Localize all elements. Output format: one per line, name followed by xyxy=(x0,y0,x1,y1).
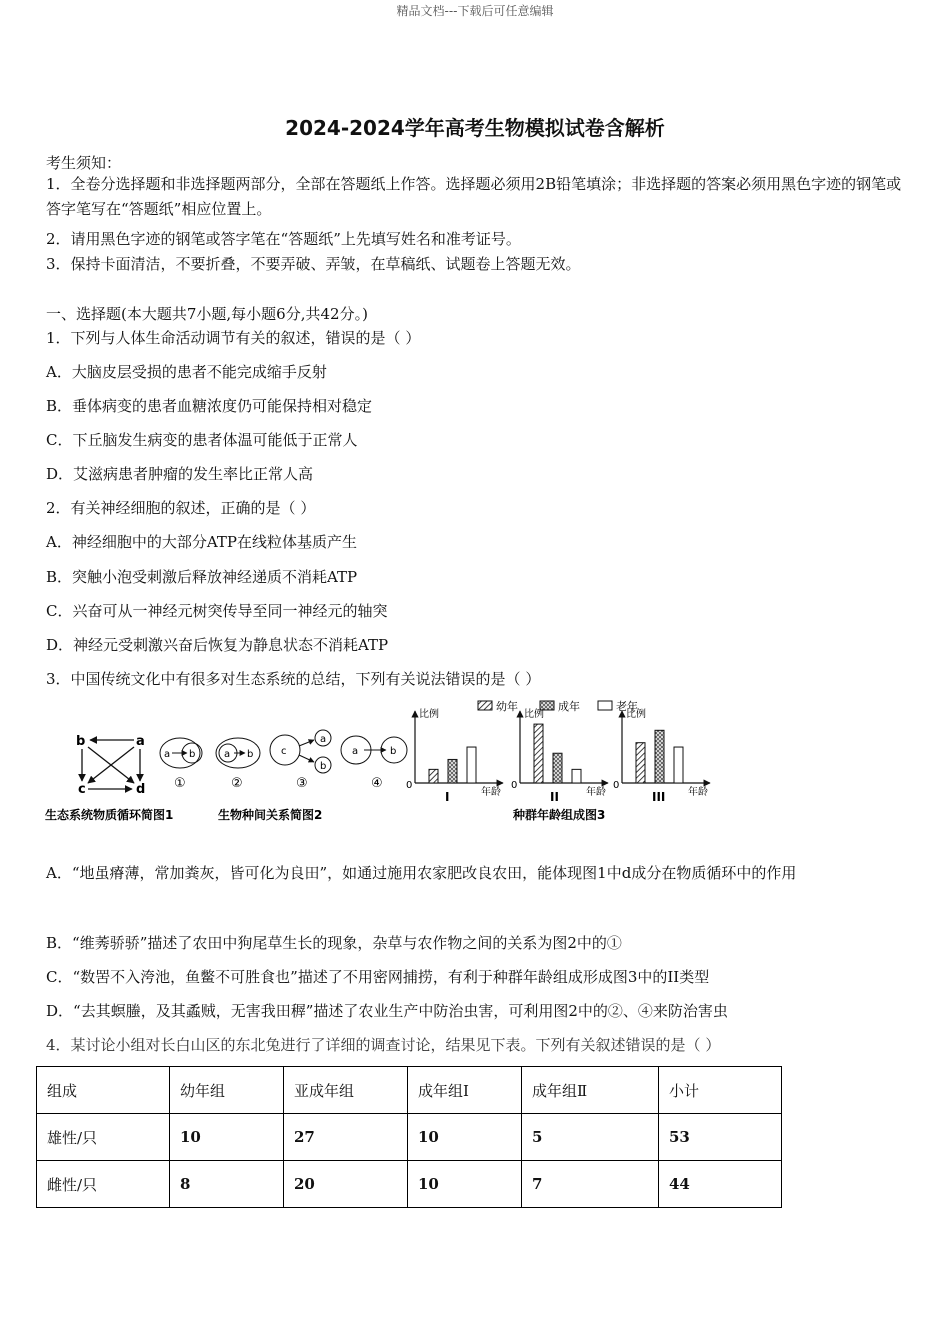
fig3-legend xyxy=(478,699,638,713)
fig2-relations-diagram xyxy=(160,730,407,822)
fig1-node-b: b xyxy=(76,734,86,749)
q3-stem: 3．中国传统文化中有很多对生态系统的总结，下列有关说法错误的是（ ） xyxy=(46,670,541,688)
legend-adult: 成年 xyxy=(558,700,580,713)
table-header: 成年组Ⅱ xyxy=(522,1067,659,1114)
table-cell: 8 xyxy=(170,1161,284,1208)
q3-option-a: A．“地虽瘠薄，常加粪灰，皆可化为良田”，如通过施用农家肥改良农田，能体现图1中d成分在物质循环中的作用 xyxy=(46,864,797,882)
fig2-3-node-c: c xyxy=(281,746,287,757)
table-row xyxy=(37,1161,782,1208)
table-row xyxy=(37,1114,782,1161)
fig1-cycle-diagram xyxy=(45,734,173,822)
fig3-bar xyxy=(674,747,683,783)
legend-swatch-old xyxy=(598,701,612,710)
table-cell: 44 xyxy=(659,1161,782,1208)
table-cell: 20 xyxy=(284,1161,408,1208)
fig2-2-node-a: a xyxy=(224,749,231,760)
fig2-2-node-b: b xyxy=(247,749,254,760)
table-cell: 10 xyxy=(170,1114,284,1161)
fig3-chart-label: I xyxy=(445,790,450,804)
fig3-ylabel: 比例 xyxy=(524,709,544,720)
fig3-xlabel: 年龄 xyxy=(586,787,606,798)
q2-stem: 2．有关神经细胞的叙述，正确的是（ ） xyxy=(46,499,316,517)
fig3-bar xyxy=(467,747,476,783)
table-header-row xyxy=(37,1067,782,1114)
table-cell: 27 xyxy=(284,1114,408,1161)
fig2-3-node-b: b xyxy=(320,761,327,772)
table-header: 亚成年组 xyxy=(284,1067,408,1114)
q1-stem: 1．下列与人体生命活动调节有关的叙述，错误的是（ ） xyxy=(46,329,421,347)
q2-option-d: D．神经元受刺激兴奋后恢复为静息状态不消耗ATP xyxy=(46,636,389,654)
fig2-1-node-b: b xyxy=(189,749,196,760)
fig2-3-node-a: a xyxy=(320,734,327,745)
notice-item-1: 1．全卷分选择题和非选择题两部分，全部在答题纸上作答。选择题必须用2B铅笔填涂；非选择题的答案必须用黑色字迹的钢笔或答字笔写在“答题纸”相应位置上。 xyxy=(46,175,902,218)
fig3-bar xyxy=(655,730,664,783)
fig1-caption: 生态系统物质循环简图1 xyxy=(45,808,174,822)
table-cell: 7 xyxy=(522,1161,659,1208)
fig3-chart-label: III xyxy=(652,790,666,804)
table-header: 小计 xyxy=(659,1067,782,1114)
fig3-bar xyxy=(636,743,645,783)
fig3-origin: 0 xyxy=(511,780,518,791)
table-cell: 雄性/只 xyxy=(37,1114,170,1161)
fig3-xlabel: 年龄 xyxy=(688,787,708,798)
fig3-bar xyxy=(553,753,562,783)
fig3-bar xyxy=(534,724,543,783)
q3-option-b: B．“维莠骄骄”描述了农田中狗尾草生长的现象，杂草与农作物之间的关系为图2中的① xyxy=(46,934,622,952)
table-cell: 10 xyxy=(408,1161,522,1208)
fig3-origin: 0 xyxy=(406,780,413,791)
fig2-label-3: ③ xyxy=(296,776,308,791)
fig3-caption: 种群年龄组成图3 xyxy=(513,808,606,822)
fig3-chart-label: II xyxy=(550,790,559,804)
q4-data-table xyxy=(36,1066,782,1208)
notice-item-3: 3．保持卡面清洁，不要折叠，不要弄破、弄皱，在草稿纸、试题卷上答题无效。 xyxy=(46,255,581,273)
fig3-bar xyxy=(572,769,581,783)
q3-figure-svg xyxy=(40,695,760,835)
exam-title: 2024-2024学年高考生物模拟试卷含解析 xyxy=(285,116,665,140)
fig3-ylabel: 比例 xyxy=(419,709,439,720)
fig1-node-c: c xyxy=(78,782,86,797)
legend-young: 幼年 xyxy=(496,700,518,713)
fig2-1-node-a: a xyxy=(164,749,171,760)
q3-figure xyxy=(40,695,760,835)
q2-option-a: A．神经细胞中的大部分ATP在线粒体基质产生 xyxy=(46,533,357,551)
q1-option-a: A．大脑皮层受损的患者不能完成缩手反射 xyxy=(46,363,327,381)
table-cell: 10 xyxy=(408,1114,522,1161)
notice-heading: 考生须知： xyxy=(46,154,122,172)
fig3-age-structure xyxy=(406,699,710,822)
table-header: 幼年组 xyxy=(170,1067,284,1114)
q3-option-d: D．“去其螟螣，及其蟊贼，无害我田稺”描述了农业生产中防治虫害，可利用图2中的②、④来防治害虫 xyxy=(46,1002,728,1020)
q1-option-d: D．艾滋病患者肿瘤的发生率比正常人高 xyxy=(46,465,314,483)
q3-option-c: C．“数罟不入洿池，鱼鳖不可胜食也”描述了不用密网捕捞，有利于种群年龄组成形成图3中的II类型 xyxy=(46,968,710,986)
fig2-caption: 生物种间关系简图2 xyxy=(218,808,323,822)
q1-option-b: B．垂体病变的患者血糖浓度仍可能保持相对稳定 xyxy=(46,397,373,415)
table-cell: 53 xyxy=(659,1114,782,1161)
q2-option-c: C．兴奋可从一神经元树突传导至同一神经元的轴突 xyxy=(46,602,388,620)
q2-option-b: B．突触小泡受刺激后释放神经递质不消耗ATP xyxy=(46,568,358,586)
legend-swatch-young xyxy=(478,701,492,710)
fig2-4-node-b: b xyxy=(390,746,397,757)
table-cell: 5 xyxy=(522,1114,659,1161)
fig2-label-2: ② xyxy=(231,776,243,791)
fig3-bar xyxy=(429,769,438,783)
fig2-label-1: ① xyxy=(174,776,186,791)
fig2-4-node-a: a xyxy=(352,746,359,757)
fig1-node-d: d xyxy=(136,782,146,797)
legend-old: 老年 xyxy=(616,700,638,713)
fig3-charts xyxy=(406,707,710,804)
q4-stem: 4．某讨论小组对长白山区的东北兔进行了详细的调查讨论，结果见下表。下列有关叙述错误的是（ ） xyxy=(46,1036,721,1054)
fig3-xlabel: 年龄 xyxy=(481,787,501,798)
q1-option-c: C．下丘脑发生病变的患者体温可能低于正常人 xyxy=(46,431,358,449)
table-header: 组成 xyxy=(37,1067,170,1114)
fig2-label-4: ④ xyxy=(371,776,383,791)
fig3-ylabel: 比例 xyxy=(626,709,646,720)
fig1-node-a: a xyxy=(136,734,145,749)
section-heading: 一、选择题(本大题共7小题,每小题6分,共42分。) xyxy=(46,305,368,323)
table-header: 成年组Ⅰ xyxy=(408,1067,522,1114)
fig3-origin: 0 xyxy=(613,780,620,791)
notice-item-2: 2．请用黑色字迹的钢笔或答字笔在“答题纸”上先填写姓名和准考证号。 xyxy=(46,230,521,248)
page-header: 精品文档---下载后可任意编辑 xyxy=(396,4,554,18)
fig3-bar xyxy=(448,759,457,783)
table-cell: 雌性/只 xyxy=(37,1161,170,1208)
